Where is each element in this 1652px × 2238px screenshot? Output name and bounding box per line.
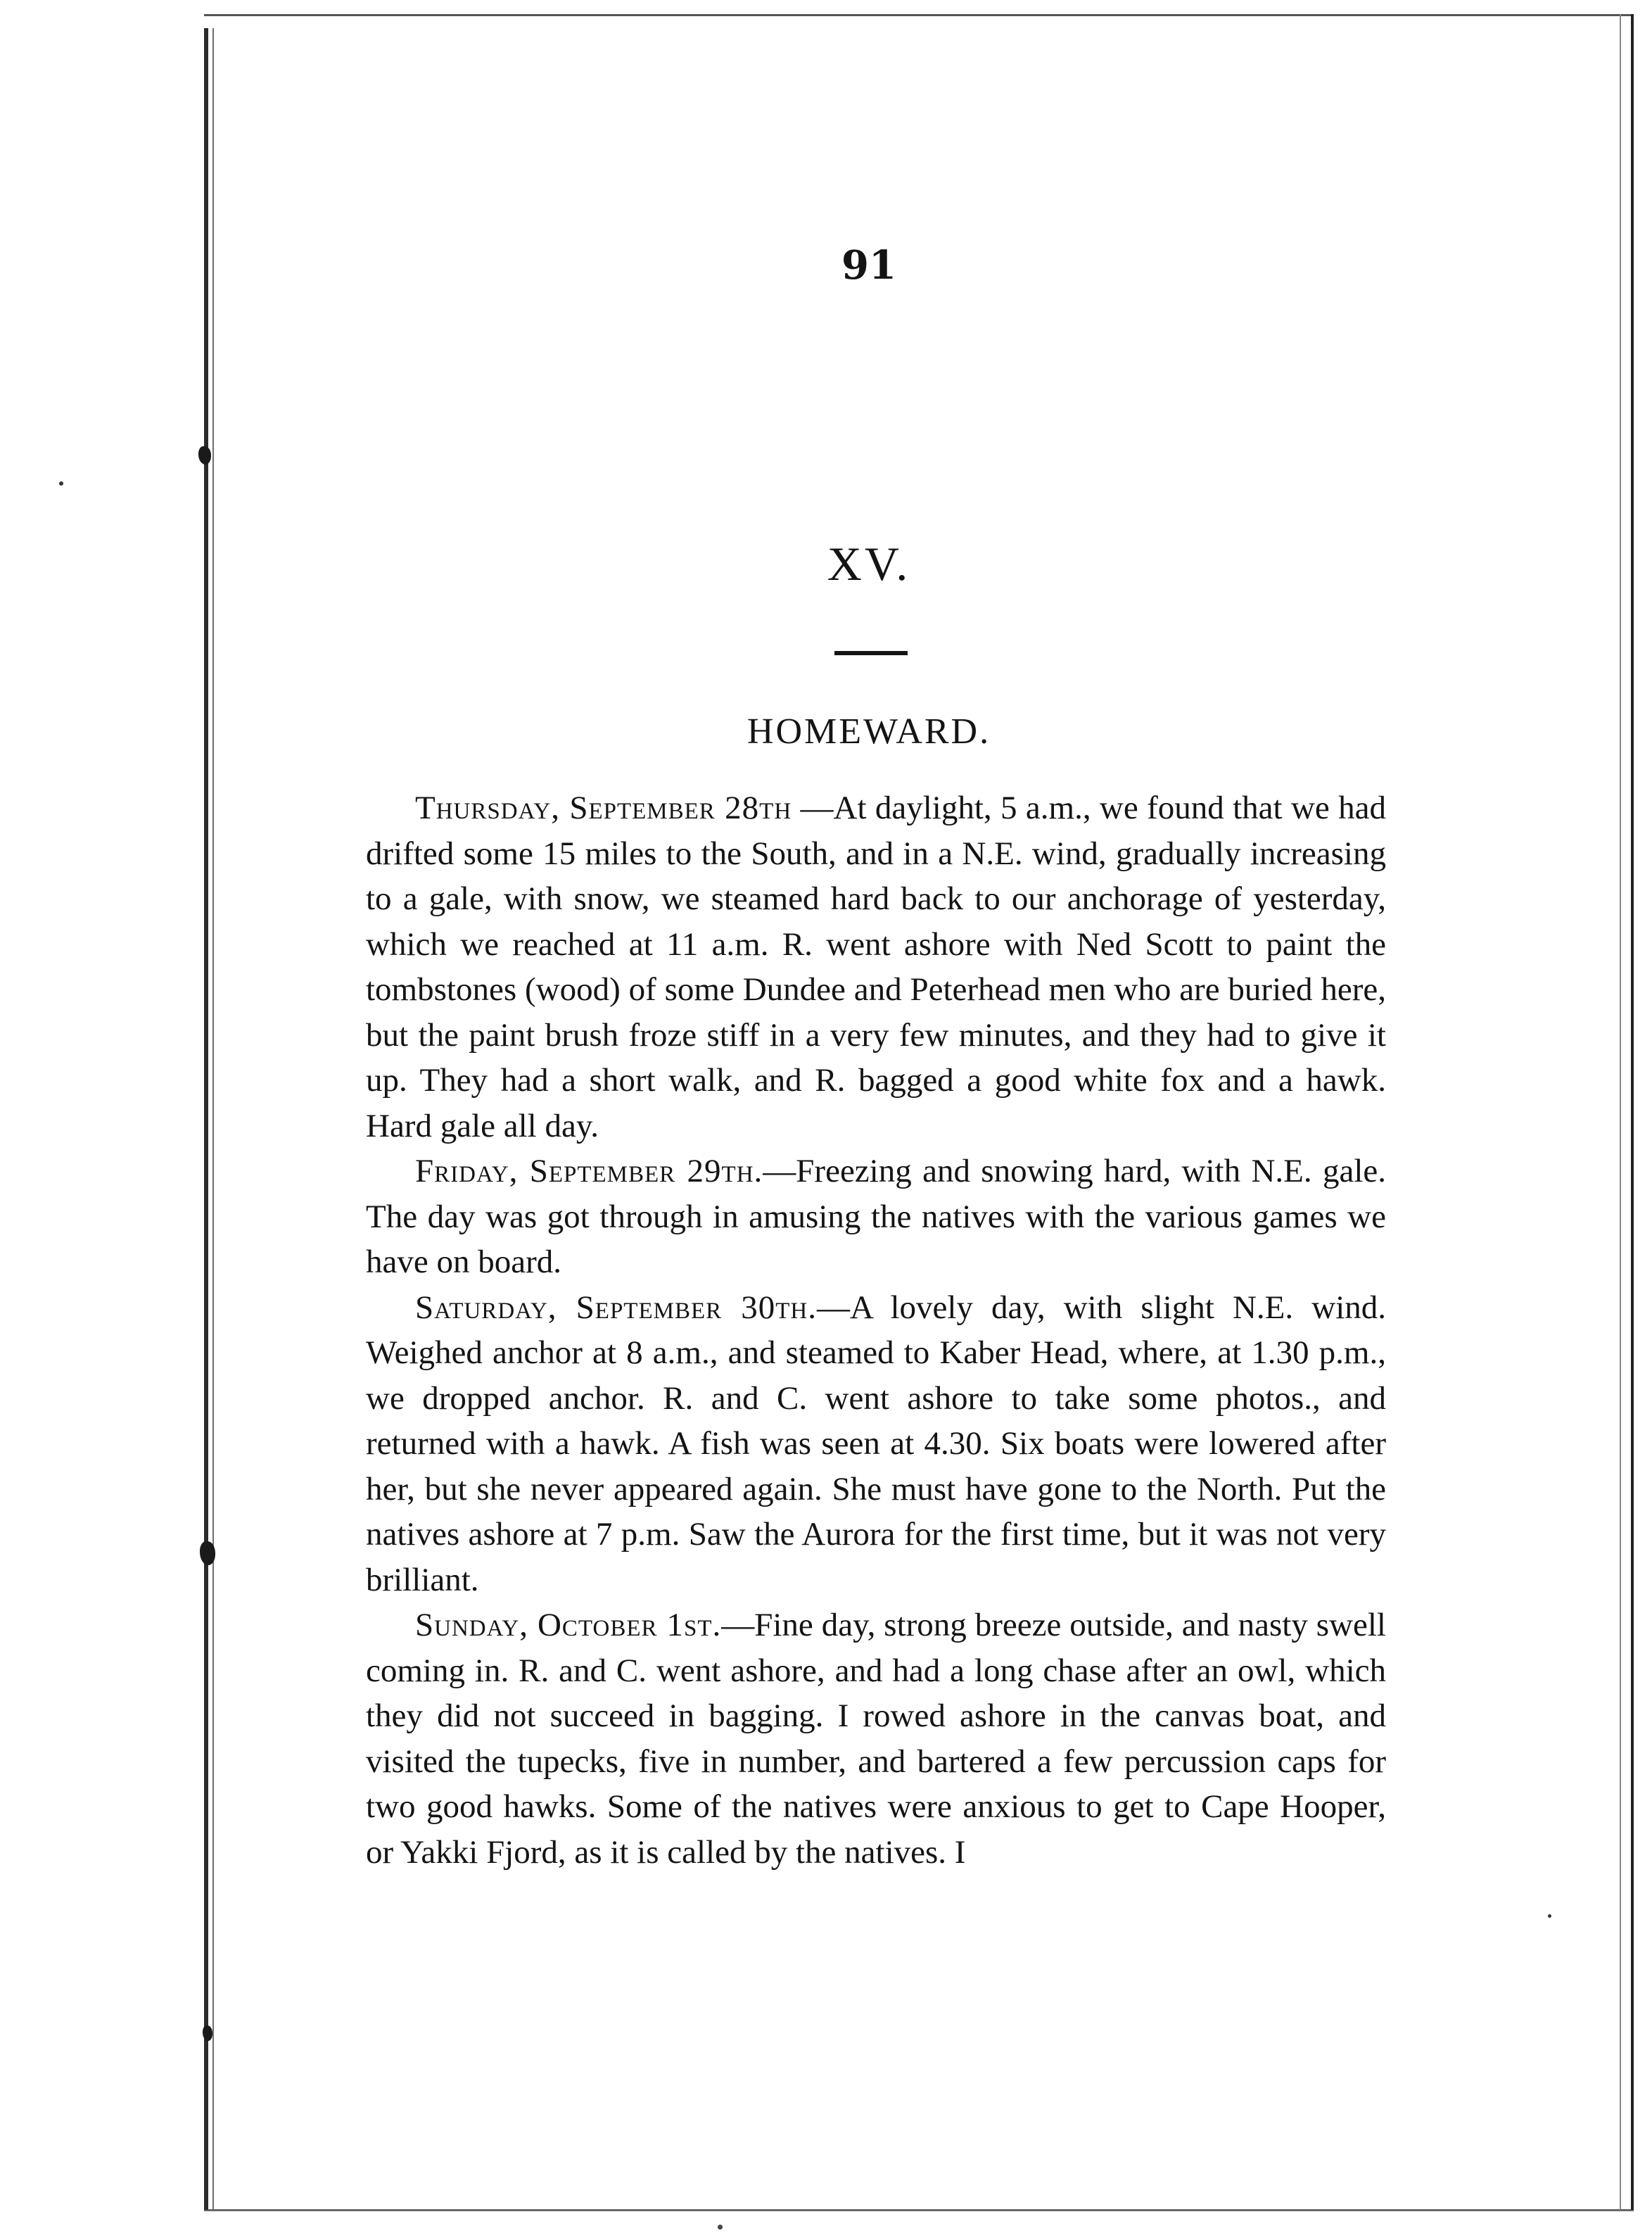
binding-stitch-mark xyxy=(203,2025,212,2041)
entry-date-heading: Friday, September 29th. xyxy=(415,1153,763,1189)
page-right-edge xyxy=(1631,14,1634,2210)
paper-speck xyxy=(59,481,63,486)
page-number: 91 xyxy=(841,242,896,289)
paper-speck xyxy=(1548,1914,1551,1918)
body-text xyxy=(366,785,1386,1875)
diary-entry xyxy=(366,1149,1386,1285)
entry-date-heading: Thursday, September 28th xyxy=(415,790,792,826)
binding-gutter-shadow xyxy=(212,28,214,2210)
paper-speck xyxy=(718,2225,723,2230)
chapter-number: XV. xyxy=(827,537,911,590)
diary-entry xyxy=(366,1285,1386,1603)
page-right-edge-inner xyxy=(1620,14,1621,2210)
entry-date-heading: Saturday, September 30th. xyxy=(415,1289,817,1326)
entry-text: —A lovely day, with slight N.E. wind. Weighed anchor at 8 a.m., and steamed to Kaber Head, where, at 1.30 p.m., we dropped anchor. R. and C. went ashore to take some photos., and returned with a hawk. A fish was seen at 4.30. Six boats were lowered after her, but she never appeared again. She must have gone to the North. Put the natives ashore at 7 p.m. Saw the Aurora for the first time, but it was not very brilliant. xyxy=(366,1289,1386,1598)
binding-gutter-line xyxy=(204,28,208,2210)
entry-text: —Freezing and snowing hard, with N.E. gale. The day was got through in amusing the natives with the various games we have on board. xyxy=(366,1153,1386,1280)
page-bottom-edge xyxy=(204,2209,1634,2211)
binding-stitch-mark xyxy=(200,1541,215,1565)
binding-stitch-mark xyxy=(198,446,211,464)
entry-date-heading: Sunday, October 1st. xyxy=(415,1607,722,1643)
chapter-divider-rule xyxy=(834,651,908,655)
diary-entry xyxy=(366,785,1386,1149)
entry-text: —Fine day, strong breeze outside, and nasty swell coming in. R. and C. went ashore, and had a long chase after an owl, which they did not succeed in bagging. I rowed ashore in the canvas boat, and visited the tupecks, five in number, and bartered a few percussion caps for two good hawks. Some of the natives were anxious to get to Cape Hooper, or Yakki Fjord, as it is called by the natives. I xyxy=(366,1607,1386,1871)
entry-text: —At daylight, 5 a.m., we found that we had drifted some 15 miles to the South, and in a N.E. wind, gradually increasing to a gale, with snow, we steamed hard back to our anchorage of yesterday, which we reached at 11 a.m. R. went ashore with Ned Scott to paint the tombstones (wood) of some Dundee and Peterhead men who are buried here, but the paint brush froze stiff in a very few minutes, and they had to give it up. They had a short walk, and R. bagged a good white fox and a hawk. Hard gale all day. xyxy=(366,790,1386,1144)
chapter-title: HOMEWARD. xyxy=(746,712,991,752)
page-top-edge xyxy=(204,14,1634,16)
diary-entry xyxy=(366,1602,1386,1875)
